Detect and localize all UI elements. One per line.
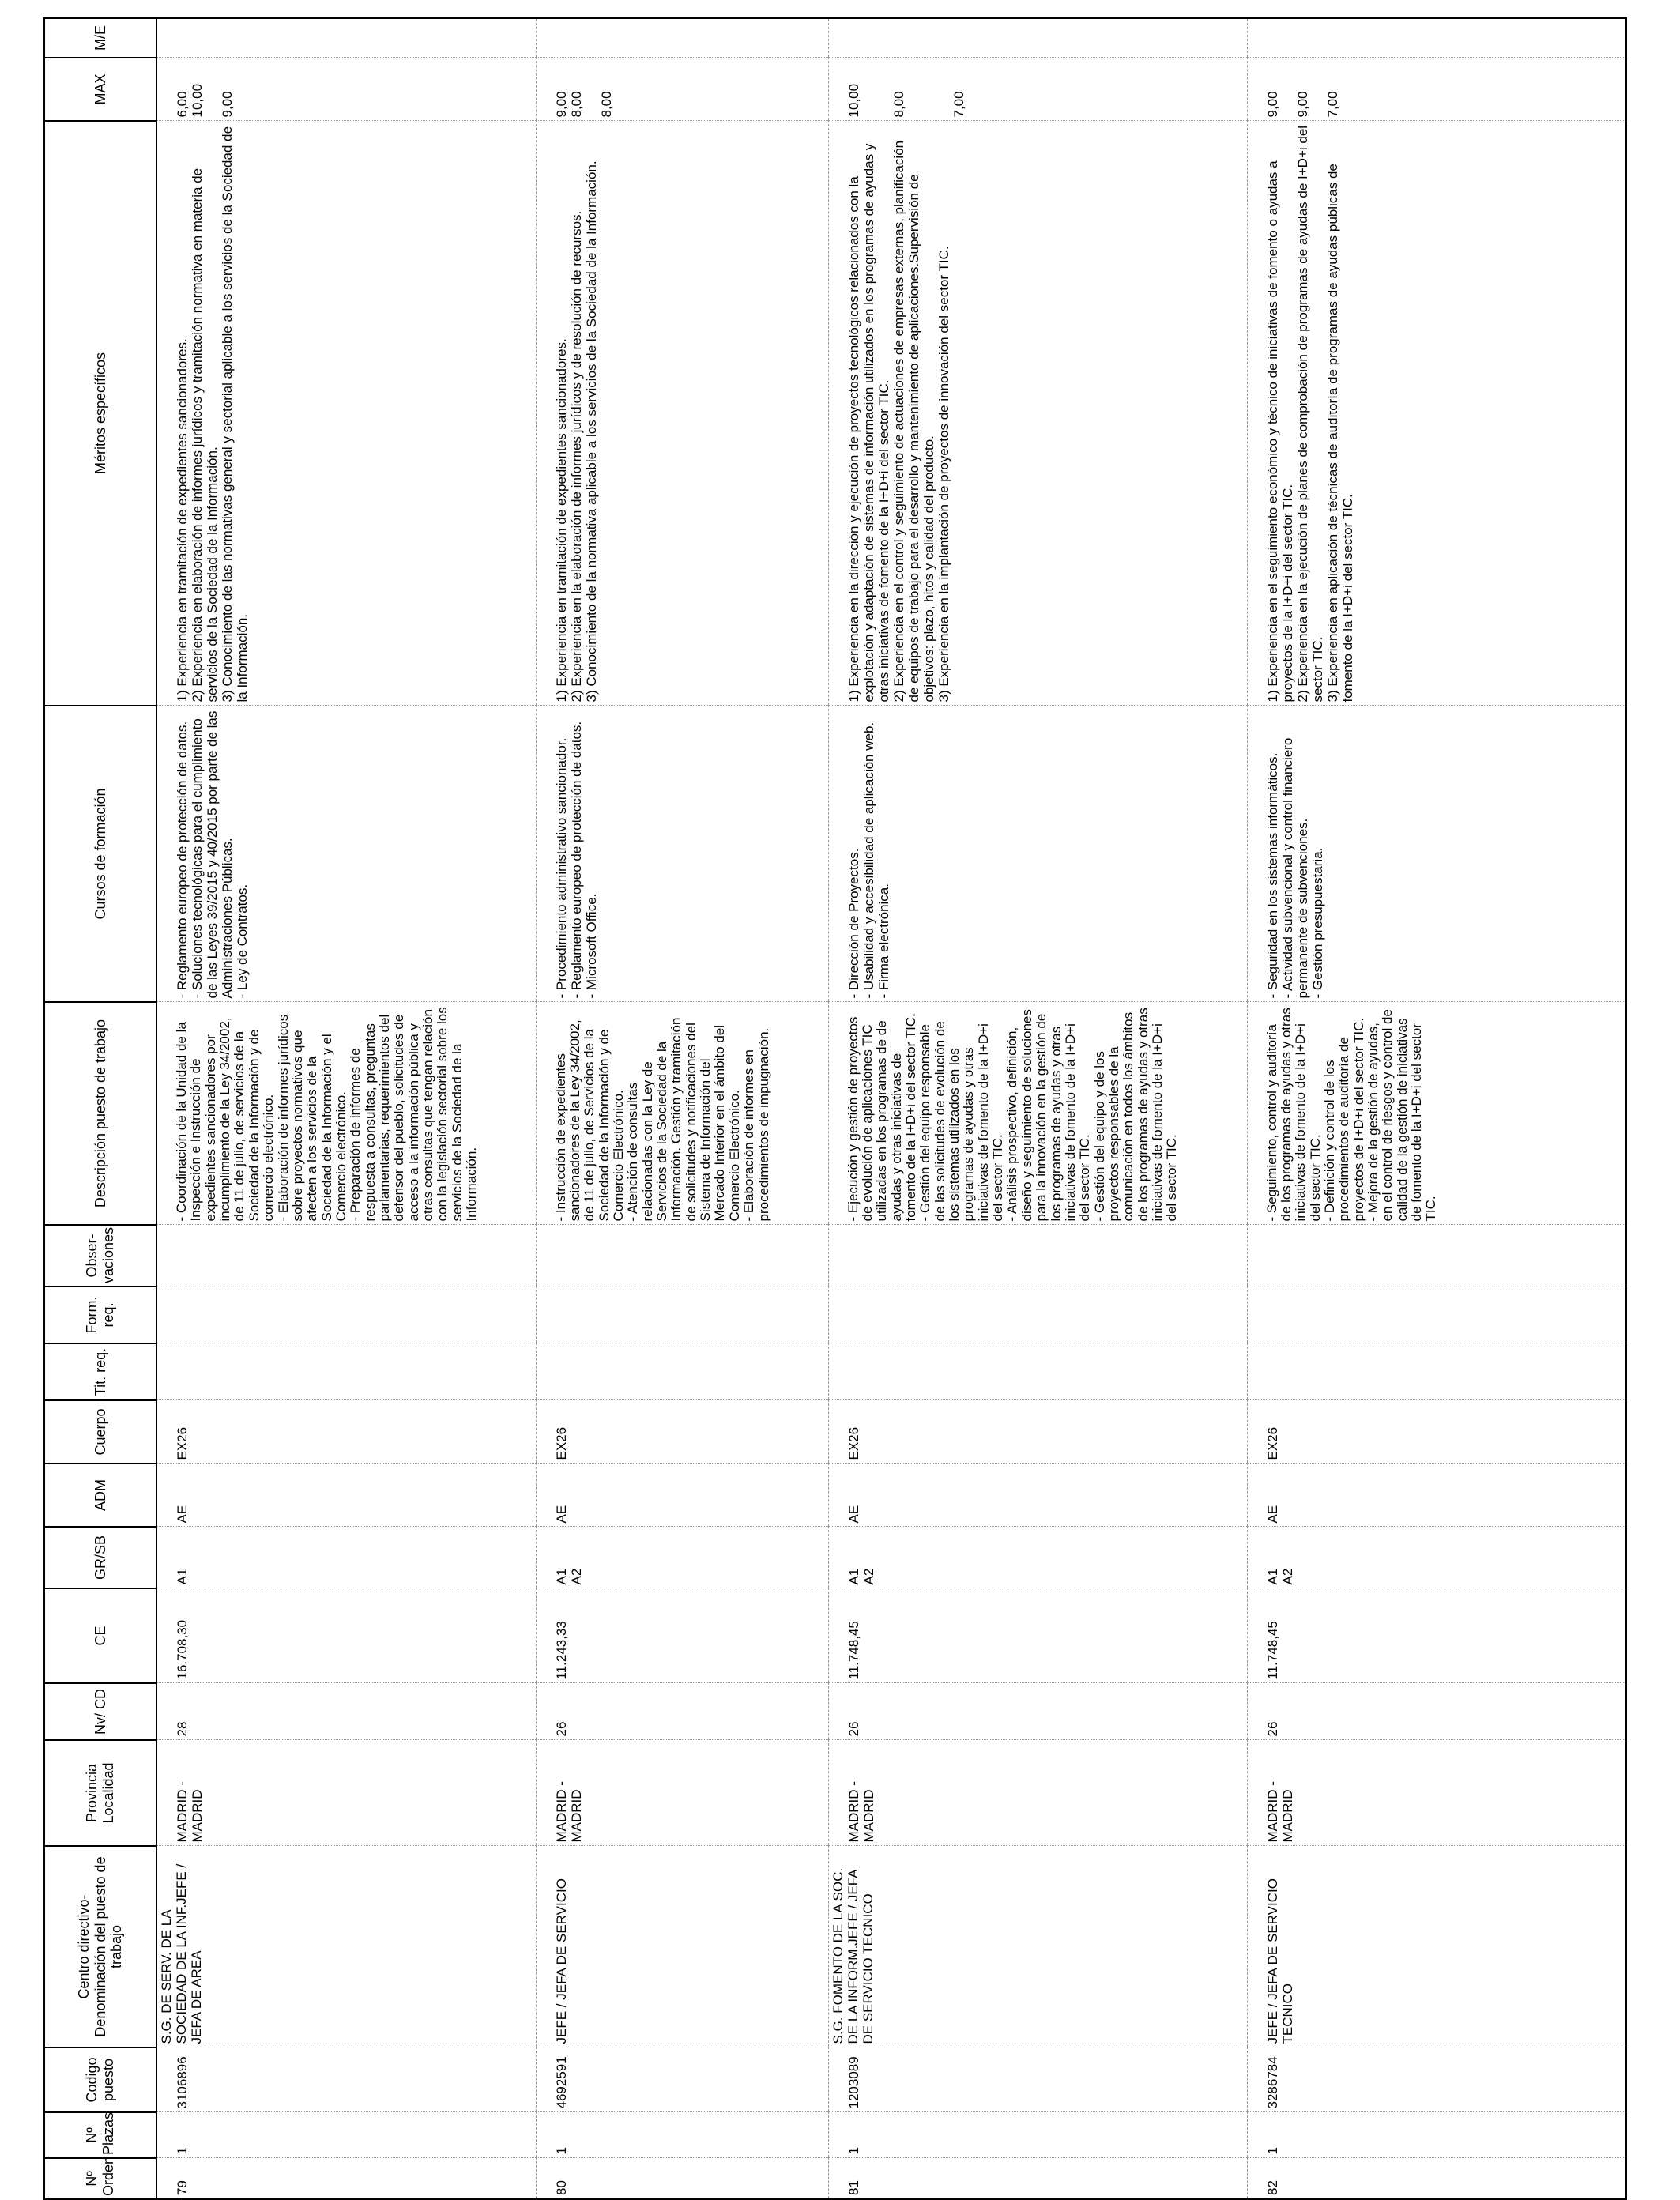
header-descripcion: Descripción puesto de trabajo [44,1002,156,1225]
cell-provincia: MADRID - MADRID [828,1740,1247,1846]
cell-centro [156,1846,536,2047]
cell-ce: 16.708,30 [156,1588,536,1683]
cell-grsb: A1 [156,1527,536,1588]
header-grsb: GR/SB [44,1527,156,1588]
header-cuerpo: Cuerpo [44,1400,156,1464]
cell-grsb: A1 A2 [1247,1527,1626,1588]
header-cursos: Cursos de formación [44,706,156,1002]
centro-section: S.G. DE SERV. DE LA SOCIEDAD DE LA INF. [159,1904,190,2044]
centro-denominacion: JEFE / JEFA DE AREA [174,1863,205,2044]
cell-orden: 82 [1247,2158,1626,2199]
cell-obs [536,1225,828,1286]
cell-tit [536,1343,828,1400]
cell-tit [156,1343,536,1400]
cell-codigo: 3286784 [1247,2047,1626,2112]
cell-form [1247,1286,1626,1343]
cell-plazas: 1 [536,2112,828,2158]
header-me: M/E [44,18,156,58]
cell-form [536,1286,828,1343]
cell-adm: AE [156,1464,536,1527]
cell-provincia: MADRID - MADRID [156,1740,536,1846]
table-row [1247,18,1626,2199]
cell-cursos: - Seguridad en los sistemas informáticos. - Actividad subvencional y control financiero permanente de subvenciones. - Gestión presupuestaria. [1247,706,1626,1002]
cell-grsb: A1 A2 [828,1527,1247,1588]
cell-cuerpo: EX26 [536,1400,828,1464]
cell-meritos: 1) Experiencia en el seguimiento económico y técnico de iniciativas de fomento o ayudas a proyectos de la I+D+i del sector TIC. 2) Experiencia en la ejecución de planes de comprobación de programas de ayudas de I+D+i del sector TIC. 3) Experiencia en aplicación de técnicas de auditoría de programas de ayudas públicas de fomento de la I+D+i del sector TIC. [1247,121,1626,706]
cell-orden: 81 [828,2158,1247,2199]
header-centro: Centro directivo- Denominación del puesto de trabajo [44,1846,156,2047]
cell-adm: AE [828,1464,1247,1527]
cell-centro [536,1846,828,2047]
cell-orden: 79 [156,2158,536,2199]
cell-ce: 11.243,33 [536,1588,828,1683]
cell-grsb: A1 A2 [536,1527,828,1588]
header-nvcd: Nv/ CD [44,1683,156,1740]
cell-provincia: MADRID - MADRID [536,1740,828,1846]
cell-meritos: 1) Experiencia en tramitación de expedientes sancionadores. 2) Experiencia en elaboración de informes jurídicos y tramitación normativa en materia de servicios de la Sociedad de la Información. 3) Conocimiento de las normativas general y sectorial aplicable a los servicios de la Sociedad de la Información. [156,121,536,706]
cell-nvcd: 28 [156,1683,536,1740]
cell-meritos: 1) Experiencia en la dirección y ejecución de proyectos tecnológicos relacionados con la explotación y adaptación de sistemas de información utilizados en los programas de ayudas y otras iniciativas de fomento de la I+D+i del sector TIC. 2) Experiencia en el control y seguimiento de actuaciones de empresas externas, planificación de equipos de trabajo para el desarrollo y mantenimiento de aplicaciones.Supervisión de objetivos: plazo, hitos y calidad del producto. 3) Experiencia en la implantación de proyectos de innovación del sector TIC. [828,121,1247,706]
header-form: Form. req. [44,1286,156,1343]
centro-denominacion: JEFE / JEFA DE SERVICIO TECNICO [1264,1878,1295,2044]
cell-cursos: - Reglamento europeo de protección de datos. - Soluciones tecnológicas para el cumplimiento de las Leyes 39/2015 y 40/2015 por parte de las Administraciones Públicas. - Ley de Contratos. [156,706,536,1002]
cell-ce: 11.748,45 [828,1588,1247,1683]
cell-descripcion: - Seguimiento, control y auditoría de los programas de ayudas y otras iniciativas de fomento de la I+D+i del sector TIC. - Definición y control de los procedimientos de auditoría de proyectos de I+D+i del sector TIC. - Mejora de la gestión de ayudas, en el control de riesgos y control de calidad de la gestión de iniciativas de fomento de la I+D+i del sector TIC. [1247,1002,1626,1225]
cell-form [156,1286,536,1343]
cell-form [828,1286,1247,1343]
header-adm: ADM [44,1464,156,1527]
cell-cursos: - Dirección de Proyectos. - Usabilidad y accesibilidad de aplicación web. - Firma electrónica. [828,706,1247,1002]
centro-section: S.G. FOMENTO DE LA SOC. DE LA INFORM. [830,1867,861,2044]
cell-me [828,18,1247,58]
cell-descripcion: - Instrucción de expedientes sancionadores de la Ley 34/2002, de 11 de julio, de Servicios de la Sociedad de la Información y de Comercio Electrónico. - Atención de consultas relacionadas con la Ley de Servicios de la Sociedad de la Información. Gestión y tramitación de solicitudes y notificaciones del Sistema de Información del Mercado Interior en el ámbito del Comercio Electrónico. - Elaboración de informes en procedimientos de impugnación. [536,1002,828,1225]
cell-codigo: 1203089 [828,2047,1247,2112]
cell-orden: 80 [536,2158,828,2199]
cell-max: 6,00 10,00 9,00 [156,58,536,121]
cell-plazas: 1 [1247,2112,1626,2158]
header-obs: Obser- vaciones [44,1225,156,1286]
table-row [536,18,828,2199]
cell-cuerpo: EX26 [156,1400,536,1464]
header-row [44,18,156,2199]
cell-descripcion: - Ejecución y gestión de proyectos de evolución de aplicaciones TIC utilizadas en los programas de de ayudas y otras iniciativas de fomento de la I+D+i del sector TIC. - Gestión del equipo responsable de las solicitudes de evolución de los sistemas utilizados en los programas de ayudas y otras iniciativas de fomento de la I+D+i del sector TIC. - Análisis prospectivo, definición, diseño y seguimiento de soluciones para la innovación en la gestión de los programas de ayudas y otras iniciativas de fomento de la I+D+i del sector TIC. - Gestión del equipo y de los proyectos responsables de la comunicación en todos los ámbitos de los programas de ayudas y otras iniciativas de fomento de la I+D+i del sector TIC. [828,1002,1247,1225]
cell-max: 9,00 9,00 7,00 [1247,58,1626,121]
header-meritos: Méritos específicos [44,121,156,706]
cell-adm: AE [1247,1464,1626,1527]
cell-obs [1247,1225,1626,1286]
cell-cuerpo: EX26 [1247,1400,1626,1464]
rotated-table-page [43,6,1632,2200]
header-ce: CE [44,1588,156,1683]
cell-centro [1247,1846,1626,2047]
cell-provincia: MADRID - MADRID [1247,1740,1626,1846]
cell-max: 10,00 8,00 7,00 [828,58,1247,121]
cell-cursos: - Procedimiento administrativo sancionador. - Reglamento europeo de protección de datos. - Microsoft Office. [536,706,828,1002]
cell-me [1247,18,1626,58]
table-row [828,18,1247,2199]
cell-obs [828,1225,1247,1286]
cell-me [156,18,536,58]
cell-descripcion: - Coordinación de la Unidad de la Inspección e Instrucción de expedientes sancionadores por incumplimiento de la Ley 34/2002, de 11 de julio, de servicios de la Sociedad de la Información y de comercio electrónico. - Elaboración de informes jurídicos sobre proyectos normativos que afecten a los servicios de la Sociedad de la Información y el Comercio electrónico. - Preparación de informes de respuesta a consultas, preguntas parlamentarias, requerimientos del defensor del pueblo, solicitudes de acceso a la información pública y otras consultas que tengan relación con la legislación sectorial sobre los servicios de la Sociedad de la Información. [156,1002,536,1225]
cell-codigo: 3106896 [156,2047,536,2112]
cell-tit [1247,1343,1626,1400]
cell-obs [156,1225,536,1286]
cell-plazas: 1 [156,2112,536,2158]
table-row [156,18,536,2199]
centro-denominacion: JEFE / JEFA DE SERVICIO TECNICO [845,1870,876,2044]
cell-adm: AE [536,1464,828,1527]
job-positions-table [43,17,1627,2200]
cell-cuerpo: EX26 [828,1400,1247,1464]
cell-tit [828,1343,1247,1400]
header-plazas: Nº Plazas [44,2112,156,2158]
cell-plazas: 1 [828,2112,1247,2158]
cell-meritos: 1) Experiencia en tramitación de expedientes sancionadores. 2) Experiencia en la elaboración de informes jurídicos y de resolución de recursos. 3) Conocimiento de la normativa aplicable a los servicios de la Sociedad de la Información. [536,121,828,706]
cell-nvcd: 26 [1247,1683,1626,1740]
header-orden: Nº Orden [44,2158,156,2199]
cell-me [536,18,828,58]
cell-centro [828,1846,1247,2047]
header-provincia: Provincia Localidad [44,1740,156,1846]
centro-denominacion: JEFE / JEFA DE SERVICIO [553,1878,569,2044]
cell-nvcd: 26 [828,1683,1247,1740]
cell-max: 9,00 8,00 8,00 [536,58,828,121]
header-codigo: Codigo puesto [44,2047,156,2112]
cell-codigo: 4692591 [536,2047,828,2112]
cell-nvcd: 26 [536,1683,828,1740]
cell-ce: 11.748,45 [1247,1588,1626,1683]
header-tit: Tit. req. [44,1343,156,1400]
header-max: MAX [44,58,156,121]
